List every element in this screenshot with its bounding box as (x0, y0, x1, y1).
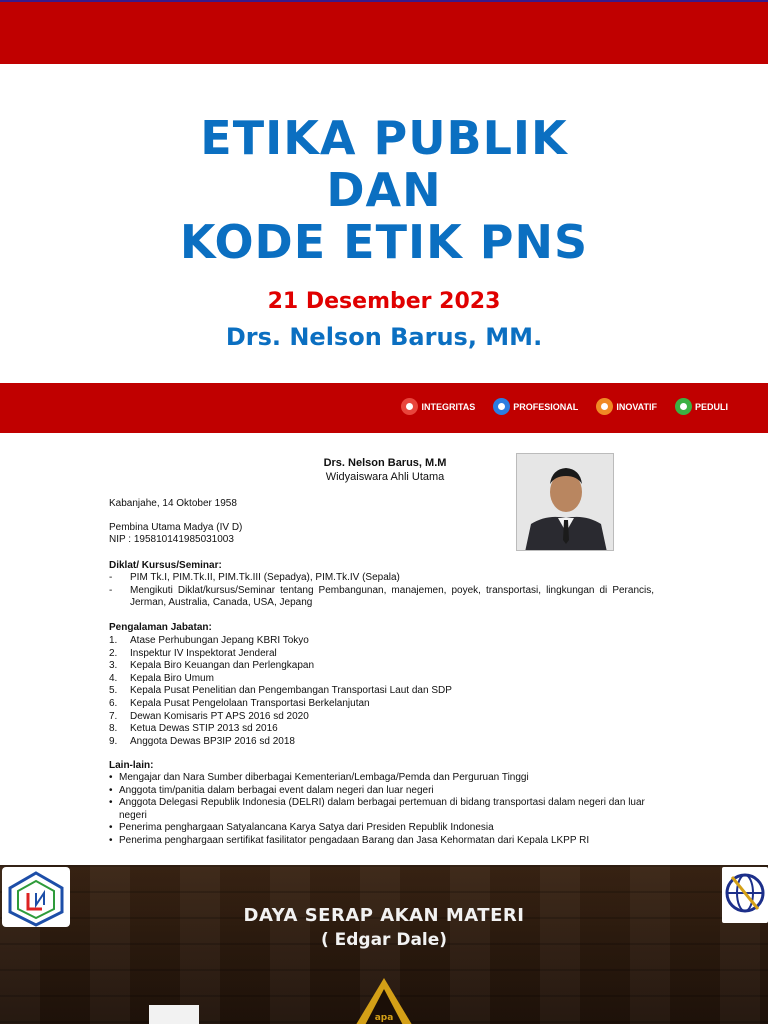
core-values (401, 398, 728, 415)
value-inovatif (596, 398, 657, 415)
list-item: • Penerima penghargaan sertifikat fasilitator pengadaan Barang dan Jasa Kehormatan dari Kepala LKPP RI (109, 834, 590, 846)
list-item: 4. Kepala Biro Umum (109, 672, 214, 684)
illustration-thumbnail (149, 1005, 199, 1024)
list-item: 8. Ketua Dewas STIP 2013 sd 2016 (109, 723, 278, 735)
lain-heading: Lain-lain: (109, 760, 154, 771)
title-line-1: ETIKA PUBLIK (200, 111, 568, 165)
cv-birth: Kabanjahe, 14 Oktober 1958 (109, 498, 237, 509)
inovatif-icon (596, 398, 613, 415)
list-item: 5. Kepala Pusat Penelitian dan Pengembangan Transportasi Laut dan SDP (109, 685, 452, 697)
peduli-icon (675, 398, 692, 415)
value-label: INTEGRITAS (421, 401, 476, 412)
jabatan-heading: Pengalaman Jabatan: (109, 622, 212, 633)
top-red-band (0, 0, 768, 64)
list-item: • Mengajar dan Nara Sumber diberbagai Kementerian/Lembaga/Pemda dan Perguruan Tinggi (109, 772, 529, 783)
integritas-icon (401, 398, 418, 415)
title-line-3: KODE ETIK PNS (179, 215, 589, 269)
core-values-band (0, 383, 768, 433)
slide-title: DAYA SERAP AKAN MATERI (243, 905, 525, 926)
cv-name: Drs. Nelson Barus, M.M (323, 457, 447, 469)
list-item: 3. Kepala Biro Keuangan dan Perlengkapan (109, 660, 315, 672)
profesional-icon (493, 398, 510, 415)
list-item: 9. Anggota Dewas BP3IP 2016 sd 2018 (109, 735, 295, 747)
list-item: 2. Inspektur IV Inspektorat Jenderal (109, 647, 277, 659)
list-item: • Anggota Delegasi Republik Indonesia (DELRI) dalam berbagai pertemuan di bidang transportasi dalam negeri dan luar negeri (109, 797, 645, 821)
list-item: • Anggota tim/panitia dalam berbagai event dalam negeri dan luar negeri (109, 784, 434, 796)
lain-list (109, 772, 654, 848)
list-item: - PIM Tk.I, PIM.Tk.II, PIM.Tk.III (Sepadya), PIM.Tk.IV (Sepala) (109, 572, 400, 583)
cv-slide (0, 433, 768, 865)
value-integritas (401, 398, 475, 415)
cone-label: apa (374, 1013, 394, 1023)
list-item: 1. Atase Perhubungan Jepang KBRI Tokyo (109, 635, 309, 646)
title-line-2: DAN (326, 163, 442, 217)
value-label: PROFESIONAL (513, 401, 579, 412)
list-item: 7. Dewan Komisaris PT APS 2016 sd 2020 (109, 710, 309, 722)
presenter-name: Drs. Nelson Barus, MM. (225, 323, 543, 351)
list-item: • Penerima penghargaan Satyalancana Karya Satya dari Presiden Republik Indonesia (109, 822, 494, 834)
edgar-dale-slide (0, 865, 768, 1024)
value-profesional (493, 398, 578, 415)
slide-date: 21 Desember 2023 (267, 289, 501, 314)
cv-nip: NIP : 195810141985031003 (109, 534, 234, 545)
value-label: INOVATIF (616, 401, 657, 412)
value-peduli (675, 398, 728, 415)
list-item: - Mengikuti Diklat/kursus/Seminar tentang Pembangunan, manajemen, poyek, transportasi, lingkungan di Perancis, Jerman, Australia, Canada, USA, Jepang (109, 584, 654, 609)
diklat-heading: Diklat/ Kursus/Seminar: (109, 560, 222, 571)
slide-subtitle: ( Edgar Dale) (320, 930, 448, 950)
cv-rank: Pembina Utama Madya (IV D) (109, 522, 243, 533)
diklat-list (109, 572, 654, 610)
cv-role: Widyaiswara Ahli Utama (325, 471, 445, 483)
slide-title (0, 112, 768, 268)
portrait-photo (516, 453, 614, 551)
value-label: PEDULI (694, 401, 728, 412)
list-item: 6. Kepala Pusat Pengelolaan Transportasi Berkelanjutan (109, 697, 370, 709)
portrait-icon (517, 454, 614, 551)
jabatan-list (109, 635, 654, 748)
